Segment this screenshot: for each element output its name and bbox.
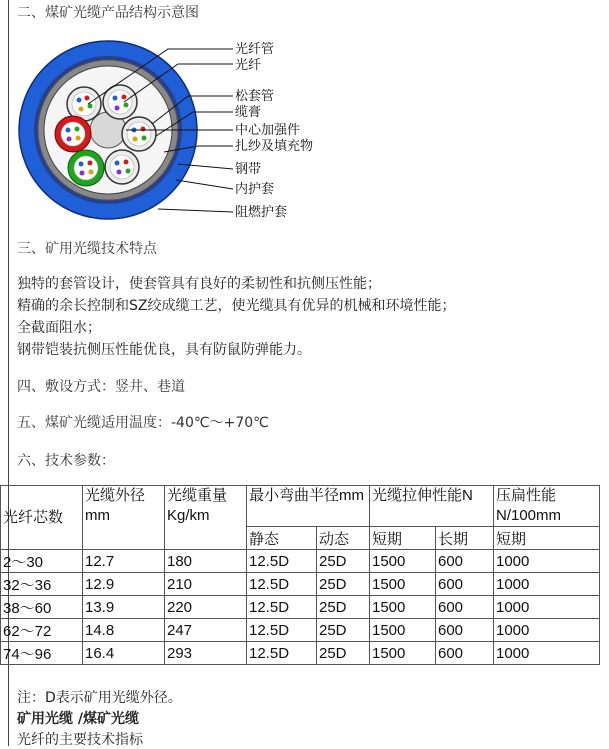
cell: 12.5D bbox=[247, 573, 317, 596]
section5-title: 五、煤矿光缆适用温度：-40℃～+70℃ bbox=[17, 415, 269, 431]
cell: 12.5D bbox=[247, 642, 317, 665]
cell: 1500 bbox=[370, 642, 436, 665]
cell: 25D bbox=[317, 573, 370, 596]
cell: 600 bbox=[436, 642, 494, 665]
cell: 293 bbox=[165, 642, 247, 665]
table-header-row bbox=[1, 486, 600, 527]
section6-title: 六、技术参数： bbox=[17, 453, 115, 469]
cell: 247 bbox=[165, 619, 247, 642]
cell: 74～96 bbox=[1, 642, 83, 665]
cell: 12.5D bbox=[247, 619, 317, 642]
section3-title: 三、矿用光缆技术特点 bbox=[17, 241, 157, 257]
cell: 600 bbox=[436, 596, 494, 619]
cell: 1500 bbox=[370, 619, 436, 642]
feature-line-4: 钢带铠装抗侧压性能优良，具有防鼠防弹能力。 bbox=[17, 342, 311, 358]
cell: 600 bbox=[436, 550, 494, 573]
cell: 62～72 bbox=[1, 619, 83, 642]
label-loose-tube: 松套管 bbox=[235, 89, 275, 104]
section4-title: 四、敷设方式：竖井、巷道 bbox=[17, 379, 185, 395]
loose-tube-bottom-right bbox=[105, 150, 139, 184]
header-cores: 光纤芯数 bbox=[1, 486, 83, 550]
cell: 1000 bbox=[494, 642, 600, 665]
loose-tube-right bbox=[122, 117, 156, 151]
subheader-short: 短期 bbox=[370, 527, 436, 550]
feature-line-2: 精确的余长控制和SZ绞成缆工艺，使光缆具有优异的机械和环境性能； bbox=[17, 298, 456, 314]
label-inner-jacket: 内护套 bbox=[235, 182, 275, 197]
table-row bbox=[1, 619, 600, 642]
header-od: 光缆外径mm bbox=[83, 486, 165, 550]
cell: 25D bbox=[317, 550, 370, 573]
table-row bbox=[1, 596, 600, 619]
cell: 600 bbox=[436, 619, 494, 642]
table-row bbox=[1, 573, 600, 596]
label-yarn-filler: 扎纱及填充物 bbox=[235, 139, 314, 154]
cell: 13.9 bbox=[83, 596, 165, 619]
product-name-bold: 矿用光缆 /煤矿光缆 bbox=[17, 711, 139, 727]
cell: 12.5D bbox=[247, 550, 317, 573]
diagram-labels bbox=[235, 41, 313, 220]
header-tensile: 光缆拉伸性能N bbox=[370, 486, 494, 527]
cell: 180 bbox=[165, 550, 247, 573]
cell: 1500 bbox=[370, 596, 436, 619]
cell: 25D bbox=[317, 642, 370, 665]
cell: 2～30 bbox=[1, 550, 83, 573]
cable-structure-diagram bbox=[18, 24, 338, 234]
label-central-strength: 中心加强件 bbox=[235, 123, 301, 138]
tech-params-table bbox=[0, 485, 600, 665]
cell: 32～36 bbox=[1, 573, 83, 596]
feature-line-3: 全截面阻水； bbox=[17, 320, 101, 336]
cell: 25D bbox=[317, 596, 370, 619]
fiber-specs-heading: 光纤的主要技术指标 bbox=[17, 732, 143, 748]
cell: 14.8 bbox=[83, 619, 165, 642]
cell: 12.7 bbox=[83, 550, 165, 573]
subheader-dynamic: 动态 bbox=[317, 527, 370, 550]
header-weight: 光缆重量Kg/km bbox=[165, 486, 247, 550]
label-fiber-tube: 光纤管 bbox=[235, 42, 275, 57]
cell: 1000 bbox=[494, 573, 600, 596]
cell: 12.9 bbox=[83, 573, 165, 596]
label-fiber: 光纤 bbox=[235, 58, 262, 73]
cell: 38～60 bbox=[1, 596, 83, 619]
loose-tube-green bbox=[68, 150, 104, 186]
label-steel-tape: 钢带 bbox=[235, 162, 262, 177]
cell: 16.4 bbox=[83, 642, 165, 665]
label-cable-gel: 缆膏 bbox=[235, 105, 262, 120]
loose-tube-red bbox=[55, 116, 91, 152]
header-bend: 最小弯曲半径mm bbox=[247, 486, 370, 527]
cell: 1000 bbox=[494, 619, 600, 642]
subheader-static: 静态 bbox=[247, 527, 317, 550]
subheader-long: 长期 bbox=[436, 527, 494, 550]
cell: 220 bbox=[165, 596, 247, 619]
header-crush: 压扁性能N/100mm bbox=[494, 486, 600, 527]
cell: 600 bbox=[436, 573, 494, 596]
cell: 1500 bbox=[370, 573, 436, 596]
footnote-d: 注：D表示矿用光缆外径。 bbox=[17, 690, 182, 706]
table-row bbox=[1, 550, 600, 573]
feature-line-1: 独特的套管设计，使套管具有良好的柔韧性和抗侧压性能； bbox=[17, 276, 381, 292]
label-outer-jacket: 阻燃护套 bbox=[235, 205, 288, 220]
cell: 12.5D bbox=[247, 596, 317, 619]
cell: 25D bbox=[317, 619, 370, 642]
section2-title: 二、煤矿光缆产品结构示意图 bbox=[17, 5, 199, 21]
subheader-short-crush: 短期 bbox=[494, 527, 600, 550]
cell: 1000 bbox=[494, 596, 600, 619]
cell: 1500 bbox=[370, 550, 436, 573]
cell: 1000 bbox=[494, 550, 600, 573]
table-row bbox=[1, 642, 600, 665]
cell: 210 bbox=[165, 573, 247, 596]
